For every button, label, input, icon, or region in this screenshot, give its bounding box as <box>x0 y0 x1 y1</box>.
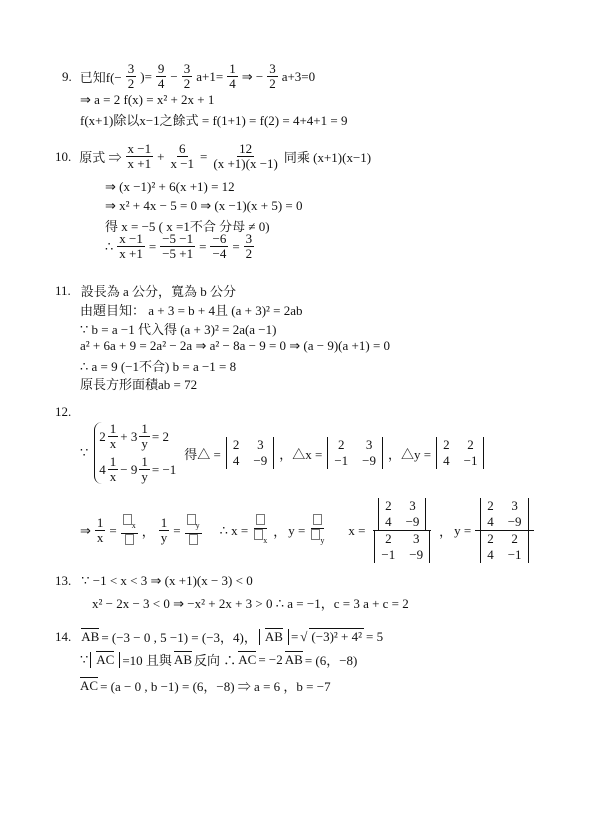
problem-14-line-3 <box>80 676 331 695</box>
fraction <box>369 498 435 563</box>
text: = <box>200 148 208 164</box>
problem-12-number: 12. <box>55 404 72 419</box>
fraction <box>126 142 154 171</box>
numerator: 3 <box>127 61 135 76</box>
delta-box-icon <box>123 514 132 525</box>
entry: 4 <box>443 453 450 468</box>
rhs: = −1 <box>151 461 177 477</box>
delta-box-icon <box>256 514 265 525</box>
problem-11-line-6: 原長方形面積ab = 72 <box>80 377 198 392</box>
entry: 4 <box>385 514 392 529</box>
text: 反向 ∴ <box>194 653 237 668</box>
entry: 2 <box>385 498 392 513</box>
problem-11-line-5: ∴ a = 9 (−1不合) b = a −1 = 8 <box>80 359 237 374</box>
numerator: x −1 <box>127 141 152 156</box>
numerator <box>373 498 431 531</box>
problem-12-cramer-line <box>80 498 536 563</box>
text: − <box>170 68 178 84</box>
entry: 2 <box>338 437 345 452</box>
entry: −1 <box>381 547 396 562</box>
delta-box-icon <box>254 529 263 540</box>
fraction <box>227 62 238 91</box>
sqrt-icon: √ <box>300 628 308 644</box>
entry: 2 <box>511 531 518 546</box>
text: ⇒ − <box>241 68 264 84</box>
vector-ab: AB <box>264 628 283 644</box>
rhs: = 2 <box>151 428 169 444</box>
therefore-symbol: ∴ <box>105 238 114 254</box>
entry: 2 <box>443 437 450 452</box>
numerator: 6 <box>179 141 186 156</box>
denominator: 4 <box>157 76 165 91</box>
text: 設長為 a 公分，寬為 b 公分 <box>80 284 237 299</box>
fraction <box>121 514 138 548</box>
text: 得△ = <box>184 446 221 462</box>
numerator: 1 <box>109 454 117 469</box>
because-symbol: ∵ <box>80 445 89 460</box>
entry: −1 <box>463 453 478 468</box>
text: x = <box>348 522 366 538</box>
entry: 3 <box>412 531 420 546</box>
denominator: 2 <box>245 246 253 261</box>
entry: −9 <box>405 514 420 529</box>
problem-9-line-1 <box>62 62 315 91</box>
text: y = <box>454 522 472 538</box>
delta-box-icon <box>187 514 196 525</box>
text: ， <box>273 524 287 539</box>
text: ， <box>439 524 453 539</box>
fraction <box>156 62 167 91</box>
equation-2 <box>99 455 176 484</box>
fraction <box>95 516 106 545</box>
delta-box-icon <box>311 529 320 540</box>
fraction <box>139 455 150 484</box>
text: = <box>232 238 240 254</box>
fraction <box>185 514 202 548</box>
entry: −9 <box>253 453 268 468</box>
determinant-delta-y <box>436 437 484 469</box>
numerator: 3 <box>245 231 253 246</box>
numerator <box>185 514 202 534</box>
text: ，△y = <box>388 446 432 462</box>
vector-ab: AB <box>81 629 100 644</box>
numerator: 1 <box>141 454 148 469</box>
text: = (−3 − 0 , 5 −1) = (−3，4)， <box>101 630 257 645</box>
subscript: y <box>320 535 325 545</box>
text: ∵ −1 < x < 3 ⇒ (x +1)(x − 3) < 0 <box>81 573 253 588</box>
coef: 4 <box>99 461 106 477</box>
equation-1 <box>99 422 176 451</box>
text: = <box>148 238 157 254</box>
text: y = <box>288 522 306 538</box>
text: =10 且與 <box>122 653 172 668</box>
problem-10-line-4: 得 x = −5 ( x =1不合 分母 ≠ 0) <box>105 219 270 234</box>
coef: 2 <box>99 428 106 444</box>
determinant-delta-x <box>327 437 383 469</box>
problem-13-line-1 <box>55 573 253 589</box>
problem-11-line-4: a² + 6a + 9 = 2a² − 2a ⇒ a² − 8a − 9 = 0 ⇒ (a − 9)(a +1) = 0 <box>80 338 391 353</box>
text: a+1= <box>196 68 224 84</box>
vector-ab: AB <box>284 652 303 667</box>
entry: 2 <box>487 498 494 513</box>
entry: −9 <box>362 453 377 468</box>
problem-number: 9. <box>62 68 72 84</box>
fraction <box>309 514 326 548</box>
text: = <box>290 628 299 644</box>
fraction <box>160 232 195 261</box>
denominator: y <box>141 436 148 451</box>
subscript: x <box>131 520 136 530</box>
entry: −9 <box>507 514 522 529</box>
numerator: x −1 <box>119 231 143 246</box>
problem-13-line-2: x² − 2x − 3 < 0 ⇒ −x² + 2x + 3 > 0 ∴ a = −1，c = 3 a + c = 2 <box>92 596 409 611</box>
problem-14-line-1 <box>55 627 383 646</box>
denominator <box>475 531 533 563</box>
determinant <box>378 498 426 530</box>
numerator: 3 <box>269 61 276 76</box>
denominator <box>369 531 435 563</box>
denominator: y <box>141 469 148 484</box>
entry: 2 <box>467 437 474 452</box>
text: 同乘 (x+1)(x−1) <box>283 150 372 165</box>
denominator: −4 <box>212 246 227 261</box>
entry: −9 <box>409 547 424 562</box>
problem-number: 14. <box>55 628 72 644</box>
denominator: (x +1)(x −1) <box>213 156 278 171</box>
denominator: x +1 <box>127 156 152 171</box>
fraction <box>139 422 150 451</box>
fraction <box>267 62 278 91</box>
numerator: 1 <box>141 421 148 436</box>
coef: + 3 <box>120 428 138 444</box>
denominator: x <box>96 530 104 545</box>
radicand: (−3)² + 4² <box>311 629 363 644</box>
delta-box-icon <box>125 534 134 545</box>
problem-11-line-1 <box>55 281 236 300</box>
equation-system <box>94 422 176 484</box>
fraction <box>159 516 170 545</box>
problem-10-line-1 <box>55 142 371 171</box>
entry: 3 <box>511 498 518 513</box>
entry: −1 <box>334 453 349 468</box>
numerator <box>311 514 324 529</box>
problem-number: 11. <box>55 282 71 298</box>
fraction <box>252 514 269 548</box>
fraction <box>126 62 137 91</box>
denominator: 4 <box>229 76 236 91</box>
entry: 2 <box>487 531 494 546</box>
delta-box-icon <box>189 534 198 545</box>
magnitude <box>90 652 120 668</box>
vector-ac: AC <box>80 678 99 693</box>
problem-10-line-3: ⇒ x² + 4x − 5 = 0 ⇒ (x −1)(x + 5) = 0 <box>105 198 303 213</box>
problem-9-line-3: f(x+1)除以x−1之餘式 = f(1+1) = f(2) = 4+4+1 = 9 <box>80 113 348 128</box>
numerator: 3 <box>183 61 191 76</box>
fraction <box>108 455 119 484</box>
text: ， <box>141 524 155 539</box>
problem-10-line-5 <box>105 232 256 261</box>
determinant <box>374 531 430 563</box>
denominator: 2 <box>183 76 191 91</box>
denominator <box>309 529 326 548</box>
entry: 4 <box>487 514 494 529</box>
fraction <box>211 142 279 171</box>
problem-11-line-2: 由題目知： a + 3 = b + 4且 (a + 3)² = 2ab <box>80 303 303 318</box>
text: ，△x = <box>279 446 323 462</box>
entry: 2 <box>232 437 240 452</box>
text: a+3=0 <box>281 68 316 84</box>
numerator: 12 <box>239 141 253 156</box>
entry: 4 <box>232 453 240 468</box>
numerator: 1 <box>160 515 168 530</box>
arrow: ⇒ <box>80 522 91 538</box>
problem-11-line-3: ∵ b = a −1 代入得 (a + 3)² = 2a(a −1) <box>80 322 277 337</box>
vector-ac: AC <box>96 651 115 667</box>
entry: 4 <box>487 547 494 562</box>
denominator: 2 <box>127 76 135 91</box>
numerator <box>121 514 138 534</box>
fraction <box>108 422 119 451</box>
denominator: 2 <box>269 76 276 91</box>
entry: 3 <box>257 437 264 452</box>
fraction <box>182 62 193 91</box>
numerator <box>475 498 533 531</box>
subscript: x <box>263 535 268 545</box>
denominator <box>187 534 200 548</box>
problem-9-line-2: ⇒ a = 2 f(x) = x² + 2x + 1 <box>80 92 215 107</box>
delta-box-icon <box>313 514 322 525</box>
subscript: y <box>195 520 200 530</box>
text: ∴ x = <box>219 522 249 538</box>
determinant <box>480 498 528 530</box>
denominator <box>123 534 136 548</box>
magnitude <box>259 629 289 645</box>
denominator: y <box>160 530 168 545</box>
text: = <box>109 522 117 538</box>
vector-ab: AB <box>173 652 192 667</box>
problem-10-line-2: ⇒ (x −1)² + 6(x +1) = 12 <box>105 179 235 194</box>
text: )= <box>140 68 152 84</box>
entry: 2 <box>385 531 392 546</box>
problem-14-line-2 <box>80 650 357 669</box>
denominator <box>252 529 269 548</box>
numerator: 1 <box>96 515 104 530</box>
fraction <box>244 232 255 261</box>
numerator: 9 <box>157 61 165 76</box>
problem-number: 13. <box>55 573 72 588</box>
denominator: −5 +1 <box>162 246 194 261</box>
entry: 3 <box>365 437 373 452</box>
text: = <box>199 238 207 254</box>
numerator: 1 <box>109 421 117 436</box>
denominator: x −1 <box>170 156 195 171</box>
entry: −1 <box>507 547 522 562</box>
determinant-delta <box>226 437 274 469</box>
text: = (6，−8) <box>304 653 358 668</box>
numerator: 1 <box>229 61 236 76</box>
text: = (a − 0 , b −1) = (6，−8) ⇒ a = 6 ，b = −7 <box>100 679 331 694</box>
coef: − 9 <box>120 461 138 477</box>
because-symbol: ∵ <box>80 651 89 667</box>
denominator: x <box>109 469 117 484</box>
text: = <box>173 522 181 538</box>
numerator: −5 −1 <box>162 231 194 246</box>
text: + <box>157 148 165 164</box>
text: 已知f(− <box>79 70 122 85</box>
fraction <box>168 142 196 171</box>
determinant <box>480 531 528 563</box>
problem-12-system-line <box>80 422 487 484</box>
text: = 5 <box>366 628 384 644</box>
problem-number: 10. <box>55 148 72 164</box>
numerator: −6 <box>212 231 227 246</box>
numerator <box>254 514 267 529</box>
fraction <box>210 232 228 261</box>
vector-ac: AC <box>238 652 257 667</box>
denominator: x +1 <box>119 246 143 261</box>
entry: 3 <box>409 498 416 513</box>
fraction <box>475 498 533 563</box>
denominator: x <box>109 436 117 451</box>
fraction <box>117 232 145 261</box>
text: 原式 ⇒ <box>79 150 122 165</box>
text: = −2 <box>258 651 283 667</box>
